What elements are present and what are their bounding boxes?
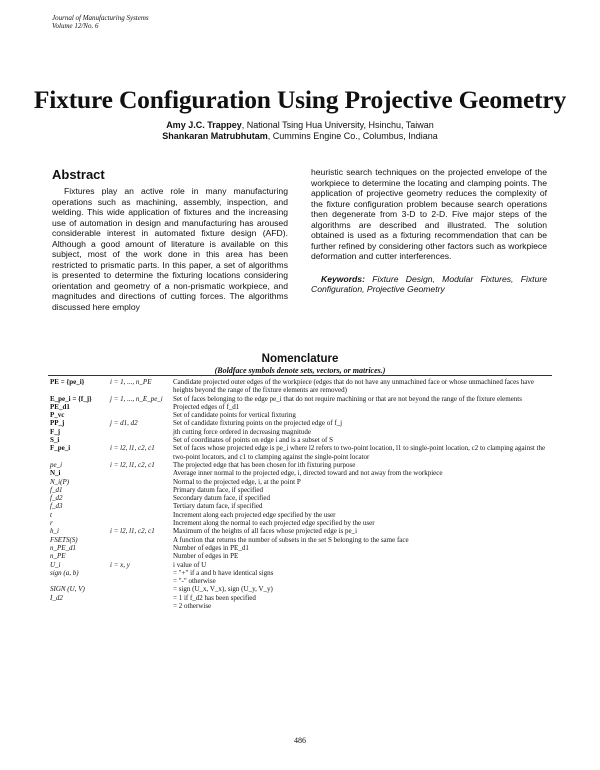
nomenclature-row xyxy=(50,602,555,610)
nomenclature-symbol: N_i(P) xyxy=(50,477,70,486)
nomenclature-index-range: i = l2, l1, c2, c1 xyxy=(110,527,155,536)
nomenclature-row xyxy=(50,436,555,444)
nomenclature-row xyxy=(50,494,555,502)
nomenclature-row xyxy=(50,378,555,395)
nomenclature-row xyxy=(50,403,555,411)
author-block xyxy=(0,120,600,142)
nomenclature-symbol: I_d2 xyxy=(50,593,63,602)
nomenclature-row xyxy=(50,478,555,486)
nomenclature-symbol: t xyxy=(50,510,52,519)
abstract-text-right: heuristic search techniques on the projected envelope of the workpiece to determine the locating and clamping points. The application of projective geometry reduces the complexity of the fixture configuration problem because search operations then degenerate from 3-D to 2-D. Five major steps of the algorithms are described and illustrated. The solution obtained is used as a fixturing recommendation that can be further refined by considering other factors such as workpiece deformation and cutter interferences. xyxy=(311,167,547,262)
nomenclature-definition: The projected edge that has been chosen for ith fixturing purpose xyxy=(173,460,356,469)
nomenclature-symbol: sign (a, b) xyxy=(50,568,79,577)
nomenclature-definition: Normal to the projected edge, i, at the point P xyxy=(173,477,301,486)
nomenclature-definition: = "+" if a and b have identical signs xyxy=(173,568,274,577)
keywords-text: Fixture Design, Modular Fixtures, Fixture Configuration, Projective Geometry xyxy=(311,273,547,295)
nomenclature-definition: = sign (U_x, V_x), sign (U_y, V_y) xyxy=(173,585,273,594)
page-number: 486 xyxy=(294,736,306,745)
nomenclature-symbol: PE_d1 xyxy=(50,402,70,411)
nomenclature-definition: = 1 if f_d2 has been specified xyxy=(173,593,256,602)
nomenclature-subheading: (Boldface symbols denote sets, vectors, or matrices.) xyxy=(214,366,386,375)
nomenclature-row xyxy=(50,511,555,519)
nomenclature-symbol: f_d3 xyxy=(50,502,63,511)
nomenclature-row xyxy=(50,536,555,544)
nomenclature-definition: Increment along the normal to each projected edge specified by the user xyxy=(173,519,375,528)
nomenclature-definition: Set of coordinates of points on edge i and is a subset of S xyxy=(173,436,334,445)
nomenclature-symbol: F_pe_i xyxy=(50,444,71,453)
nomenclature-definition: Set of candidate points for vertical fixturing xyxy=(173,411,296,420)
nomenclature-row xyxy=(50,577,555,585)
nomenclature-symbol: N_i xyxy=(50,469,61,478)
abstract-right-column xyxy=(311,167,547,295)
nomenclature-row xyxy=(50,569,555,577)
nomenclature-symbol: U_i xyxy=(50,560,61,569)
nomenclature-row xyxy=(50,419,555,427)
author-affiliation: , Cummins Engine Co., Columbus, Indiana xyxy=(267,131,438,141)
nomenclature-row xyxy=(50,486,555,494)
nomenclature-definition: Tertiary datum face, if specified xyxy=(173,502,263,511)
nomenclature-row xyxy=(50,502,555,510)
nomenclature-row xyxy=(50,469,555,477)
nomenclature-definition: Number of edges in PE xyxy=(173,552,239,561)
nomenclature-definition: Set of faces whose projected edge is pe_i where l2 refers to two-point location, l1 to single-point location, c2 to clamping against the two-point locators, and c1 to clamping against the single-point locator xyxy=(173,444,546,461)
nomenclature-row xyxy=(50,585,555,593)
nomenclature-symbol: f_d2 xyxy=(50,494,63,503)
abstract-heading: Abstract xyxy=(52,167,105,182)
nomenclature-row xyxy=(50,444,555,461)
nomenclature-symbol: r xyxy=(50,519,53,528)
nomenclature-symbol: f_d1 xyxy=(50,485,63,494)
nomenclature-row xyxy=(50,561,555,569)
author-line xyxy=(0,131,600,142)
journal-volume: Volume 12/No. 6 xyxy=(52,22,99,30)
author-name: Amy J.C. Trappey xyxy=(166,120,242,130)
nomenclature-index-range: j = 1, ..., n_E_pe_i xyxy=(110,394,163,403)
nomenclature-symbol: E_pe_i = {f_j} xyxy=(50,394,92,403)
nomenclature-definition: i value of U xyxy=(173,560,207,569)
nomenclature-row xyxy=(50,461,555,469)
nomenclature-definition: Average inner normal to the projected edge, i, directed toward and not away from the workpiece xyxy=(173,469,443,478)
nomenclature-definition: jth cutting force ordered in decreasing magnitude xyxy=(173,427,312,436)
author-affiliation: , National Tsing Hua University, Hsinchu, Taiwan xyxy=(241,120,434,130)
keywords xyxy=(311,274,547,295)
nomenclature-definition: Primary datum face, if specified xyxy=(173,485,263,494)
author-line xyxy=(0,120,600,131)
nomenclature-symbol: n_PE xyxy=(50,552,66,561)
nomenclature-definition: = 2 otherwise xyxy=(173,602,212,611)
journal-name: Journal of Manufacturing Systems xyxy=(52,14,149,22)
abstract-left-column xyxy=(52,167,288,313)
nomenclature-symbol: PP_j xyxy=(50,419,65,428)
author-name: Shankaran Matrubhutam xyxy=(162,131,268,141)
keywords-label: Keywords: xyxy=(321,273,365,284)
nomenclature-symbol: S_i xyxy=(50,436,60,445)
nomenclature-definition: Projected edges of f_d1 xyxy=(173,402,240,411)
paper-title: Fixture Configuration Using Projective Geometry xyxy=(33,85,567,114)
nomenclature-definition: Increment along each projected edge specified by the user xyxy=(173,510,336,519)
nomenclature-symbol: F_j xyxy=(50,427,61,436)
nomenclature-symbol: P_vc xyxy=(50,411,65,420)
nomenclature-row xyxy=(50,594,555,602)
nomenclature-row xyxy=(50,411,555,419)
nomenclature-definition: Set of faces belonging to the edge pe_i that do not require machining or that are not beyond the range of the fixture elements xyxy=(173,394,522,403)
nomenclature-row xyxy=(50,527,555,535)
abstract-text-left: Fixtures play an active role in many manufacturing operations such as machining, assembly, inspection, and welding. This wide application of fixtures and the increasing use of automation in design and manufacturing has aroused considerable interest in automated fixture design (AFD). Although a good amount of literature is available on this subject, most of the work done in this area has been restricted to prismatic parts. In this paper, a set of algorithms is presented to determine the fixturing locations considering orientation and geometry of a non-prismatic workpiece, and magnitudes and directions of cutting forces. The algorithms discussed here employ xyxy=(52,186,288,313)
nomenclature-definition: Candidate projected outer edges of the workpiece (edges that do not have any unmachined face or whose unmachined faces have heights beyond the range of the fixture elements are removed) xyxy=(173,378,534,395)
nomenclature-index-range: i = 1, ..., n_PE xyxy=(110,378,152,386)
nomenclature-table xyxy=(50,378,555,610)
nomenclature-index-range: i = l2, l1, c2, c1 xyxy=(110,444,155,453)
nomenclature-row xyxy=(50,544,555,552)
nomenclature-definition: = "-" otherwise xyxy=(173,577,216,586)
nomenclature-definition: Set of candidate fixturing points on the projected edge of f_j xyxy=(173,419,343,428)
nomenclature-divider xyxy=(48,375,552,376)
nomenclature-index-range: i = l2, l1, c2, c1 xyxy=(110,460,155,469)
nomenclature-symbol: FSETS(S) xyxy=(50,535,78,544)
nomenclature-definition: Maximum of the heights of all faces whose projected edge is pe_i xyxy=(173,527,358,536)
nomenclature-index-range: j = d1, d2 xyxy=(110,419,138,428)
nomenclature-definition: A function that returns the number of subsets in the set S belonging to the same face xyxy=(173,535,409,544)
nomenclature-symbol: SIGN (U, V) xyxy=(50,585,85,594)
nomenclature-row xyxy=(50,395,555,403)
nomenclature-symbol: n_PE_d1 xyxy=(50,543,77,552)
nomenclature-symbol: pe_i xyxy=(50,460,63,469)
nomenclature-symbol: h_i xyxy=(50,527,59,536)
nomenclature-symbol: PE = {pe_i} xyxy=(50,378,85,386)
nomenclature-row xyxy=(50,428,555,436)
nomenclature-index-range: i = x, y xyxy=(110,560,130,569)
journal-info xyxy=(52,14,149,30)
nomenclature-row xyxy=(50,519,555,527)
nomenclature-row xyxy=(50,552,555,560)
nomenclature-definition: Number of edges in PE_d1 xyxy=(173,543,249,552)
nomenclature-heading: Nomenclature xyxy=(261,353,339,365)
nomenclature-definition: Secondary datum face, if specified xyxy=(173,494,270,503)
